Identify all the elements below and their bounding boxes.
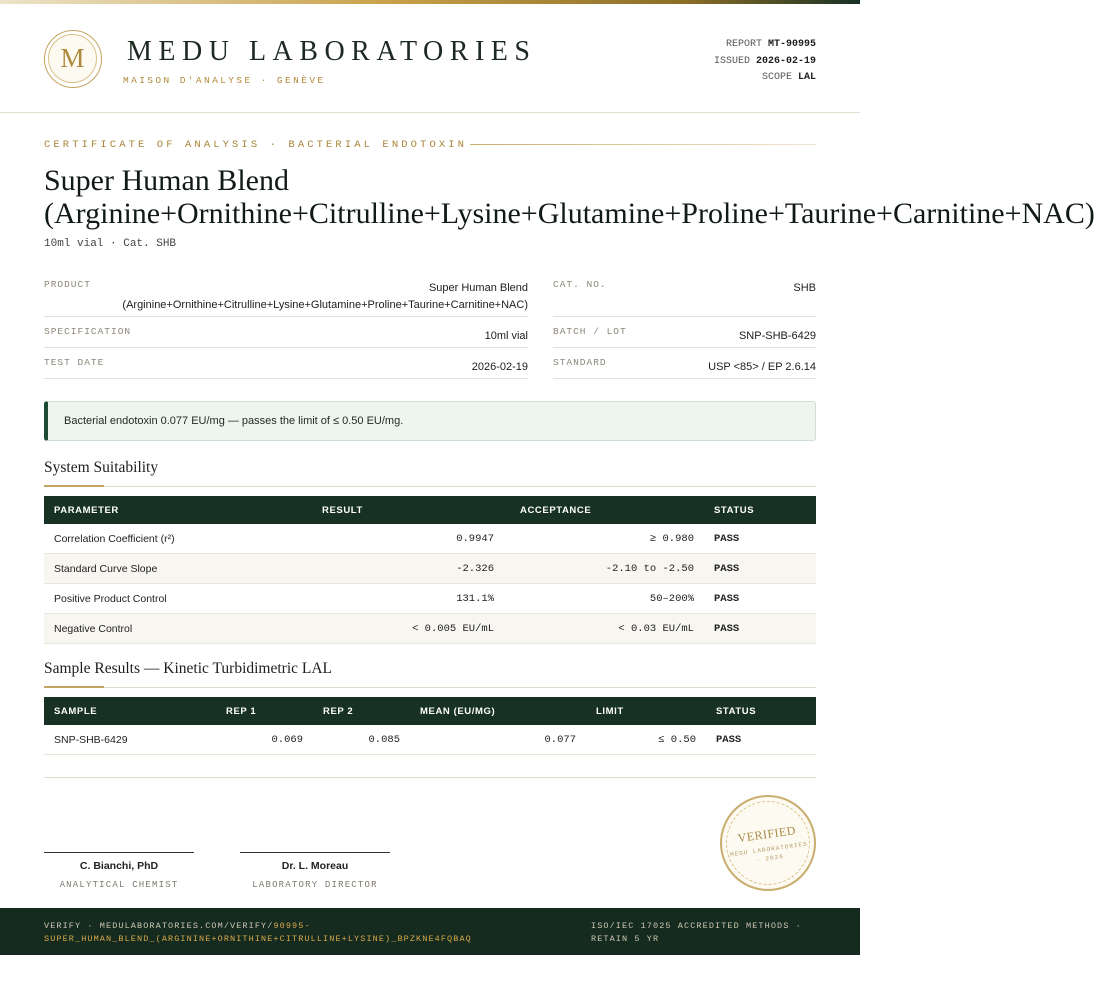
col-mean: MEAN (EU/MG): [410, 697, 586, 725]
seal-inner-ring: [721, 796, 816, 891]
signatory-role: ANALYTICAL CHEMIST: [59, 880, 179, 890]
issued-date-row: ISSUED 2026-02-19: [713, 55, 816, 67]
brand-name: MEDU LABORATORIES: [127, 36, 537, 67]
limit-cell: ≤ 0.50: [586, 725, 706, 755]
title-line-1: Super Human Blend: [44, 164, 289, 197]
seal-text: MEDU LABORATORIES · 2026: [729, 840, 809, 864]
result-cell: 0.9947: [306, 524, 504, 554]
scope-row: SCOPE LAL: [761, 72, 816, 83]
batch-value: SNP-SHB-6429: [738, 330, 816, 342]
acceptance-cell: 50–200%: [504, 584, 704, 614]
table-row: [44, 554, 816, 584]
suitability-title: System Suitability: [44, 459, 159, 476]
samples-table: [44, 697, 816, 755]
table-row: [44, 614, 816, 644]
catalog-value: SHB: [793, 282, 816, 294]
specification-label: SPECIFICATION: [44, 326, 132, 337]
header-divider: [0, 112, 860, 113]
parameter-cell: Positive Product Control: [44, 584, 306, 614]
col-result: RESULT: [306, 496, 504, 524]
signature-line: [44, 852, 194, 853]
result-cell: 131.1%: [306, 584, 504, 614]
product-label: PRODUCT: [44, 279, 91, 290]
test-date-value: 2026-02-19: [471, 361, 528, 373]
signature-divider: [44, 777, 816, 778]
rep-2-cell: 0.085: [313, 725, 410, 755]
product-field: [44, 279, 528, 317]
acceptance-cell: ≥ 0.980: [504, 524, 704, 554]
parameter-cell: Standard Curve Slope: [44, 554, 306, 584]
signatory-role: LABORATORY DIRECTOR: [252, 880, 378, 890]
col-status: STATUS: [704, 496, 816, 524]
specification-value: 10ml vial: [484, 330, 528, 342]
report-number-row: REPORT MT-90995: [725, 39, 816, 50]
status-badge: PASS: [706, 725, 816, 755]
table-row: [44, 725, 816, 755]
col-rep-1: REP 1: [216, 697, 313, 725]
samples-header-row: [44, 697, 816, 725]
accreditation-note: ISO/IEC 17025 ACCREDITED METHODS · RETAIN 5 YR: [591, 921, 802, 944]
sample-cell: SNP-SHB-6429: [44, 725, 216, 755]
table-row: [44, 524, 816, 554]
col-acceptance: ACCEPTANCE: [504, 496, 704, 524]
page-title: [44, 164, 1095, 230]
specification-field: [44, 326, 528, 348]
suitability-header-row: [44, 496, 816, 524]
result-banner: [44, 401, 816, 441]
signature-director: [240, 852, 390, 890]
col-parameter: PARAMETER: [44, 496, 306, 524]
batch-field: [553, 326, 816, 348]
catalog-label: CAT. NO.: [553, 279, 607, 290]
catalog-field: [553, 279, 816, 317]
result-cell: -2.326: [306, 554, 504, 584]
top-accent-bar: [0, 0, 860, 4]
col-limit: LIMIT: [586, 697, 706, 725]
signature-chemist: [44, 852, 194, 890]
standard-field: [553, 357, 816, 379]
result-banner-text: Bacterial endotoxin 0.077 EU/mg — passes the limit of ≤ 0.50 EU/mg.: [64, 415, 404, 427]
result-cell: < 0.005 EU/mL: [306, 614, 504, 644]
verify-link[interactable]: VERIFY · MEDULABORATORIES.COM/VERIFY/90995-SUPER_HUMAN_BLEND_(ARGININE+ORNITHINE+CITRULLINE+LYSINE)_BPZKNE4FQBAQ: [44, 921, 472, 944]
samples-rule: [44, 687, 816, 688]
status-badge: PASS: [704, 614, 816, 644]
verified-seal: [720, 795, 816, 891]
parameter-cell: Correlation Coefficient (r²): [44, 524, 306, 554]
suitability-accent: [44, 485, 104, 487]
mean-cell: 0.077: [410, 725, 586, 755]
footer-bar: [0, 908, 860, 955]
certificate-eyebrow: CERTIFICATE OF ANALYSIS · BACTERIAL ENDOTOXIN: [44, 139, 468, 151]
test-date-field: [44, 357, 528, 379]
table-row: [44, 584, 816, 614]
status-badge: PASS: [704, 524, 816, 554]
signatory-name: Dr. L. Moreau: [281, 860, 349, 872]
suitability-rule: [44, 486, 816, 487]
seal-word: VERIFIED: [736, 823, 797, 846]
report-meta: [714, 37, 816, 87]
title-line-2: (Arginine+Ornithine+Citrulline+Lysine+Glutamine+Proline+Taurine+Carnitine+NAC): [44, 197, 1095, 230]
col-status: STATUS: [706, 697, 816, 725]
col-sample: SAMPLE: [44, 697, 216, 725]
product-subline: 10ml vial · Cat. SHB: [44, 238, 177, 250]
standard-value: USP <85> / EP 2.6.14: [708, 361, 816, 373]
signatory-name: C. Bianchi, PhD: [79, 860, 159, 872]
acceptance-cell: -2.10 to -2.50: [504, 554, 704, 584]
status-badge: PASS: [704, 584, 816, 614]
acceptance-cell: < 0.03 EU/mL: [504, 614, 704, 644]
batch-label: BATCH / LOT: [553, 326, 627, 337]
samples-title: Sample Results — Kinetic Turbidimetric LAL: [44, 660, 333, 677]
eyebrow-rule: [470, 144, 816, 145]
standard-label: STANDARD: [553, 357, 607, 368]
logo-monogram: M: [48, 34, 97, 83]
suitability-table: [44, 496, 816, 644]
signature-line: [240, 852, 390, 853]
status-badge: PASS: [704, 554, 816, 584]
brand-tagline: MAISON D'ANALYSE · GENÈVE: [123, 75, 326, 86]
parameter-cell: Negative Control: [44, 614, 306, 644]
rep-1-cell: 0.069: [216, 725, 313, 755]
product-value: Super Human Blend (Arginine+Ornithine+Citrulline+Lysine+Glutamine+Proline+Taurine+Carnitine+NAC): [122, 282, 528, 311]
lab-logo: [44, 30, 102, 88]
col-rep-2: REP 2: [313, 697, 410, 725]
test-date-label: TEST DATE: [44, 357, 105, 368]
samples-accent: [44, 686, 104, 688]
